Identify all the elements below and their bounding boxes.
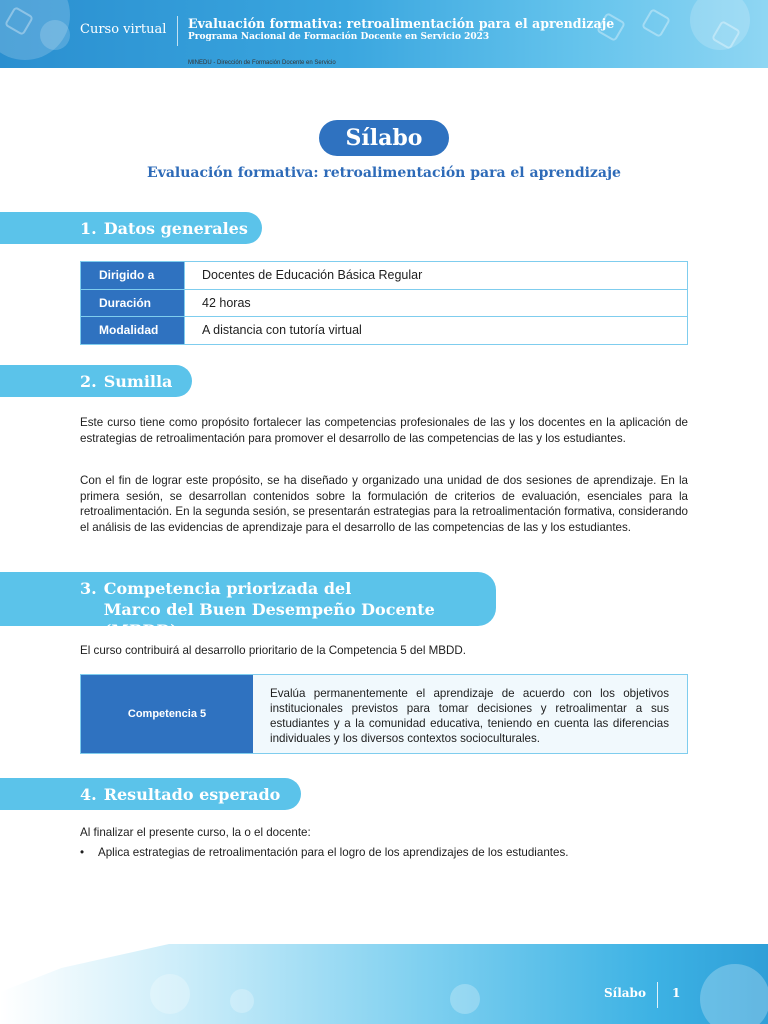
- section-title: Sumilla: [103, 371, 173, 391]
- row-label: Dirigido a: [81, 262, 185, 290]
- document-badge: Sílabo: [319, 120, 449, 156]
- footer-decoration: [700, 964, 768, 1024]
- section-heading-competencia: [0, 572, 496, 640]
- competencia-box: [80, 674, 688, 754]
- table-row: [81, 317, 688, 345]
- footer-divider: [657, 982, 658, 1008]
- bullet: •: [80, 846, 85, 859]
- header-decoration: [40, 20, 70, 50]
- header-title: Evaluación formativa: retroalimentación para el aprendizaje: [188, 16, 615, 31]
- resultado-intro: Al finalizar el presente curso, la o el docente:: [80, 826, 311, 839]
- competencia-label: Competencia 5: [81, 675, 253, 753]
- footer-decoration: [150, 974, 190, 1014]
- document-subtitle: Evaluación formativa: retroalimentación para el aprendizaje: [147, 165, 621, 181]
- header-divider: [177, 16, 178, 46]
- row-label: Modalidad: [81, 317, 185, 345]
- footer-label: Sílabo: [604, 986, 646, 1000]
- section-title: Resultado esperado: [103, 784, 281, 804]
- header-subtitle: Programa Nacional de Formación Docente en Servicio 2023: [188, 32, 490, 42]
- section-title-line-2: Marco del Buen Desempeño Docente (MBDD): [103, 600, 435, 640]
- institution-line: MINEDU - Dirección de Formación Docente en Servicio: [188, 60, 336, 66]
- competencia-text: Evalúa permanentemente el aprendizaje de acuerdo con los objetivos institucionales previstos para tomar decisiones y retroalimentar a sus estudiantes y a la comunidad educativa, teniendo en cuenta las diferencias individuales y los diversos contextos socioculturales.: [253, 675, 687, 753]
- row-label: Duración: [81, 289, 185, 317]
- sumilla-paragraph-1: Este curso tiene como propósito fortalecer las competencias profesionales de las y los docentes en la aplicación de estrategias de retroalimentación para promover el desarrollo de las competencias de las y los estudiantes.: [80, 416, 688, 445]
- section-number: 4.: [80, 784, 97, 804]
- section-heading-datos: [0, 212, 262, 244]
- section-title: Datos generales: [103, 218, 248, 238]
- row-value: Docentes de Educación Básica Regular: [185, 262, 688, 290]
- page-header: [0, 0, 768, 68]
- page-number: 1: [672, 986, 681, 1000]
- datos-generales-table: [80, 261, 688, 345]
- table-row: [81, 289, 688, 317]
- competencia-intro: El curso contribuirá al desarrollo prioritario de la Competencia 5 del MBDD.: [80, 644, 466, 657]
- list-item-text: Aplica estrategias de retroalimentación para el logro de los aprendizajes de los estudiantes.: [98, 846, 569, 859]
- section-title-line-1: Competencia priorizada del: [103, 579, 352, 598]
- footer-decoration: [450, 984, 480, 1014]
- table-row: [81, 262, 688, 290]
- list-item: [80, 846, 568, 859]
- section-heading-resultado: [0, 778, 301, 810]
- section-heading-sumilla: [0, 365, 192, 397]
- section-number: 2.: [80, 371, 97, 391]
- section-number: 3.: [80, 579, 97, 598]
- course-label: Curso virtual: [80, 22, 167, 37]
- row-value: A distancia con tutoría virtual: [185, 317, 688, 345]
- section-title: [104, 578, 496, 641]
- row-value: 42 horas: [185, 289, 688, 317]
- sumilla-paragraph-2: Con el fin de lograr este propósito, se ha diseñado y organizado una unidad de dos sesiones de aprendizaje. En la primera sesión, se desarrollan contenidos sobre la formulación de criterios de evaluación, esenciales para la retroalimentación. En la segunda sesión, se presentarán estrategias para la retroalimentación formativa, considerando el análisis de las evidencias de aprendizaje para el desarrollo de las competencias de las y los estudiantes.: [80, 474, 688, 534]
- section-number: 1.: [80, 218, 97, 238]
- page-footer: [0, 944, 768, 1024]
- footer-decoration: [230, 989, 254, 1013]
- hexagon-decoration: [641, 8, 671, 38]
